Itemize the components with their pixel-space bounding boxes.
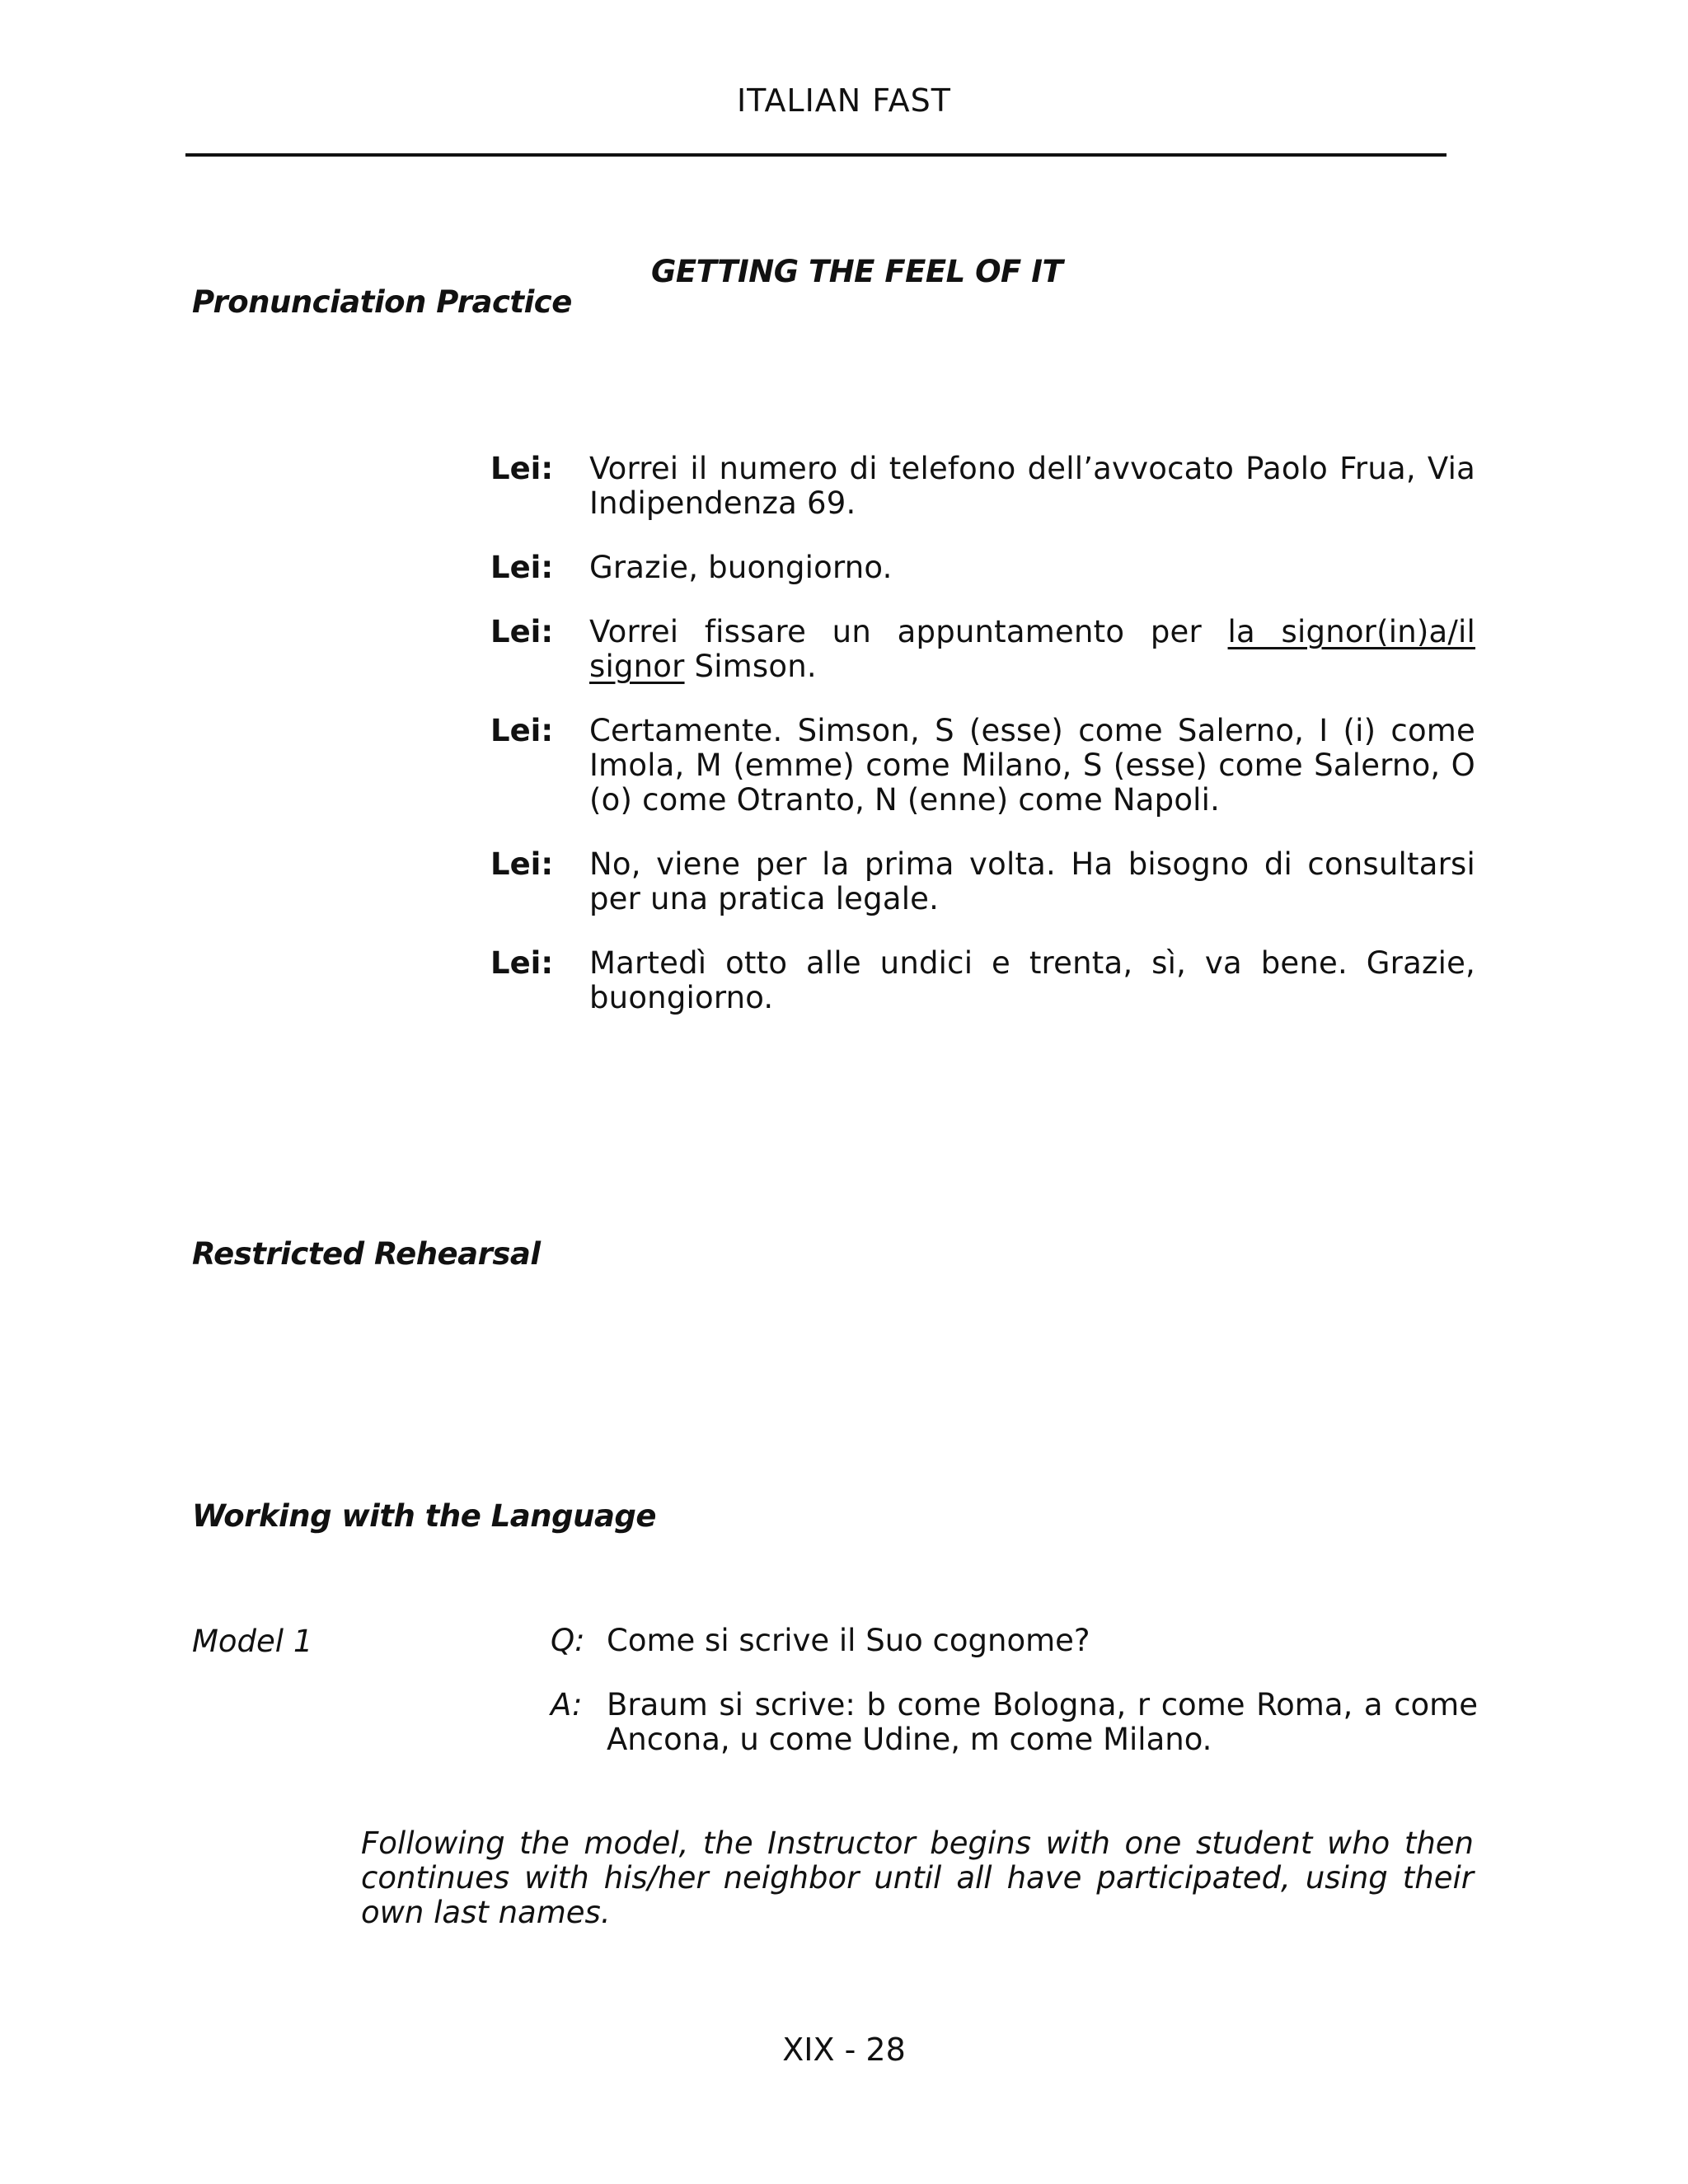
dialogue-line	[490, 452, 1475, 521]
answer-marker: A:	[551, 1687, 583, 1722]
model-answer	[551, 1688, 1478, 1757]
utterance-text: Martedì otto alle undici e trenta, sì, va bene. Grazie, buongiorno.	[589, 945, 1475, 1015]
dialogue-line	[490, 946, 1475, 1015]
side-heading-working-with-language: Working with the Language	[192, 1498, 656, 1534]
utterance-text: Certamente. Simson, S (esse) come Salerno, I (i) come Imola, M (emme) come Milano, S (esse) come Salerno, O (o) come Otranto, N (enne) come Napoli.	[589, 713, 1475, 818]
model-question	[551, 1624, 1478, 1658]
speaker-label: Lei:	[490, 451, 554, 486]
dialogue-line	[490, 714, 1475, 818]
utterance-text-start: Vorrei fissare un appuntamento per	[589, 614, 1228, 649]
utterance-text-end: Simson.	[684, 649, 817, 684]
utterance-text: No, viene per la prima volta. Ha bisogno di consultarsi per una pratica legale.	[589, 846, 1475, 916]
speaker-label: Lei:	[490, 846, 554, 882]
utterance-text	[589, 615, 1475, 684]
running-title: ITALIAN FAST	[736, 82, 952, 119]
dialogue-line	[490, 551, 1475, 585]
speaker-label: Lei:	[490, 945, 554, 981]
underlined-phrase: la signor(in)a/il signor	[589, 614, 1475, 684]
instructor-note: Following the model, the Instructor begins with one student who then continues with his/her neighbor until all have participated, using their own last names.	[361, 1825, 1474, 1930]
question-text: Come si scrive il Suo cognome?	[607, 1623, 1090, 1658]
utterance-text: Grazie, buongiorno.	[589, 550, 893, 585]
dialogue	[490, 452, 1475, 1045]
dialogue-line	[490, 847, 1475, 916]
speaker-label: Lei:	[490, 550, 554, 585]
header-rule	[185, 153, 1447, 157]
speaker-label: Lei:	[490, 614, 554, 649]
speaker-label: Lei:	[490, 713, 554, 748]
utterance-text: Vorrei il numero di telefono dell’avvocato Paolo Frua, Via Indipendenza 69.	[589, 451, 1475, 521]
side-heading-restricted-rehearsal: Restricted Rehearsal	[192, 1236, 541, 1272]
question-marker: Q:	[551, 1623, 585, 1658]
model-label: Model 1	[192, 1624, 313, 1659]
page-number: XIX - 28	[782, 2032, 906, 2068]
section-title: GETTING THE FEEL OF IT	[651, 254, 1063, 289]
answer-text: Braum si scrive: b come Bologna, r come Roma, a come Ancona, u come Udine, m come Milano.	[607, 1687, 1478, 1757]
dialogue-line	[490, 615, 1475, 684]
side-heading-pronunciation-practice: Pronunciation Practice	[192, 284, 572, 320]
